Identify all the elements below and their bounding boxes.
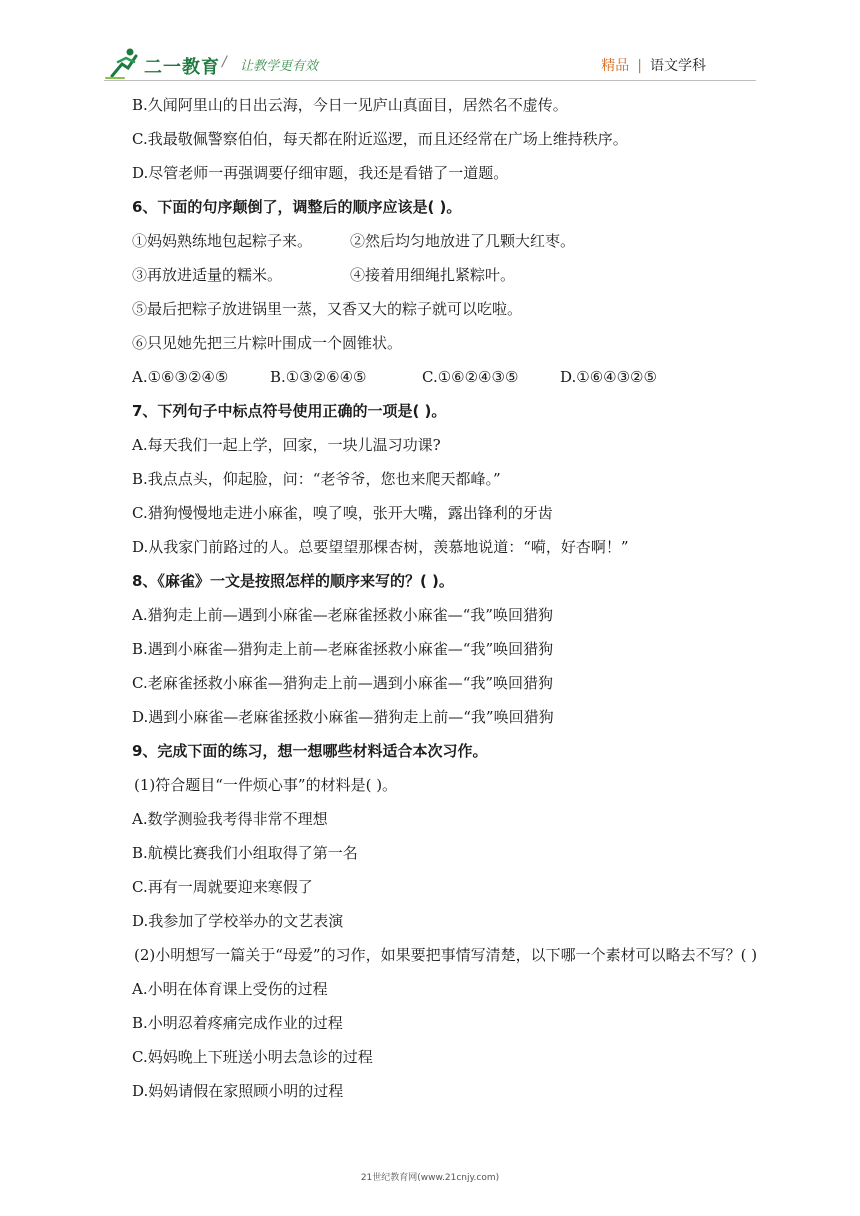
badge-subject: 语文学科 bbox=[650, 58, 706, 74]
worksheet-content bbox=[132, 88, 772, 1108]
q8-option-c: C.老麻雀拯救小麻雀—猎狗走上前—遇到小麻雀—“我”唤回猎狗 bbox=[132, 674, 554, 692]
subject-badge bbox=[601, 55, 706, 75]
logo-text: 二一教育 bbox=[144, 57, 220, 78]
q9-2-option-a: A.小明在体育课上受伤的过程 bbox=[132, 980, 328, 998]
q6-sentence-2: ②然后均匀地放进了几颗大红枣。 bbox=[350, 232, 576, 250]
runner-logo-icon bbox=[104, 46, 144, 80]
q6-sentence-3: ③再放进适量的糯米。 bbox=[132, 266, 283, 284]
q9-2-option-d: D.妈妈请假在家照顾小明的过程 bbox=[132, 1082, 344, 1100]
slogan: 让教学更有效 bbox=[240, 59, 319, 74]
q9-1-option-b: B.航模比赛我们小组取得了第一名 bbox=[132, 844, 358, 862]
q8-option-d: D.遇到小麻雀—老麻雀拯救小麻雀—猎狗走上前—“我”唤回猎狗 bbox=[132, 708, 554, 726]
q9-1-option-d: D.我参加了学校举办的文艺表演 bbox=[132, 912, 344, 930]
q6-option-d: D.①⑥④③②⑤ bbox=[560, 368, 657, 386]
q9-part-1: (1)符合题目“一件烦心事”的材料是( )。 bbox=[134, 776, 398, 794]
q6-sentence-4: ④接着用细绳扎紧粽叶。 bbox=[350, 266, 516, 284]
q6-option-a: A.①⑥③②④⑤ bbox=[132, 368, 229, 386]
q9-1-option-c: C.再有一周就要迎来寒假了 bbox=[132, 878, 313, 896]
q6-option-b: B.①③②⑥④⑤ bbox=[270, 368, 367, 386]
badge-separator: | bbox=[637, 58, 642, 74]
q6-options bbox=[132, 360, 772, 394]
q6-sentence-6: ⑥只见她先把三片粽叶围成一个圆锥状。 bbox=[132, 334, 403, 352]
q5-option-c: C.我最敬佩警察伯伯，每天都在附近巡逻，而且还经常在广场上维持秩序。 bbox=[132, 130, 628, 148]
q6-sentence-row-1 bbox=[132, 224, 772, 258]
q7-option-c: C.猎狗慢慢地走进小麻雀，嗅了嗅，张开大嘴，露出锋利的牙齿 bbox=[132, 504, 553, 522]
header-divider bbox=[104, 80, 756, 81]
q6-title: 6、下面的句序颠倒了，调整后的顺序应该是( )。 bbox=[132, 198, 462, 216]
q6-sentence-1: ①妈妈熟练地包起粽子来。 bbox=[132, 232, 313, 250]
q6-sentence-row-2 bbox=[132, 258, 772, 292]
slogan-separator: / bbox=[222, 54, 227, 70]
q9-title: 9、完成下面的练习，想一想哪些材料适合本次习作。 bbox=[132, 742, 488, 760]
q7-title: 7、下列句子中标点符号使用正确的一项是( )。 bbox=[132, 402, 447, 420]
page-header bbox=[0, 0, 860, 90]
q9-part-2: (2)小明想写一篇关于“母爱”的习作，如果要把事情写清楚，以下哪一个素材可以略去不写？( ) bbox=[134, 946, 758, 964]
q7-option-d: D.从我家门前路过的人。总要望望那棵杏树，羡慕地说道：“嗬，好杏啊！” bbox=[132, 538, 629, 556]
badge-jingpin: 精品 bbox=[601, 58, 630, 74]
q5-option-b: B.久闻阿里山的日出云海，今日一见庐山真面目，居然名不虚传。 bbox=[132, 96, 568, 114]
q9-2-option-b: B.小明忍着疼痛完成作业的过程 bbox=[132, 1014, 343, 1032]
q8-option-a: A.猎狗走上前—遇到小麻雀—老麻雀拯救小麻雀—“我”唤回猎狗 bbox=[132, 606, 553, 624]
q7-option-b: B.我点点头，仰起脸，问：“老爷爷，您也来爬天都峰。” bbox=[132, 470, 501, 488]
q7-option-a: A.每天我们一起上学，回家，一块儿温习功课? bbox=[132, 436, 441, 454]
q6-sentence-5: ⑤最后把粽子放进锅里一蒸，又香又大的粽子就可以吃啦。 bbox=[132, 300, 523, 318]
q8-option-b: B.遇到小麻雀—猎狗走上前—老麻雀拯救小麻雀—“我”唤回猎狗 bbox=[132, 640, 554, 658]
q9-2-option-c: C.妈妈晚上下班送小明去急诊的过程 bbox=[132, 1048, 373, 1066]
q8-title: 8、《麻雀》一文是按照怎样的顺序来写的？( )。 bbox=[132, 572, 454, 590]
page-footer: 21世纪教育网(www.21cnjy.com) bbox=[360, 1173, 500, 1183]
q9-1-option-a: A.数学测验我考得非常不理想 bbox=[132, 810, 328, 828]
q6-option-c: C.①⑥②④③⑤ bbox=[422, 368, 519, 386]
q5-option-d: D.尽管老师一再强调要仔细审题，我还是看错了一道题。 bbox=[132, 164, 509, 182]
